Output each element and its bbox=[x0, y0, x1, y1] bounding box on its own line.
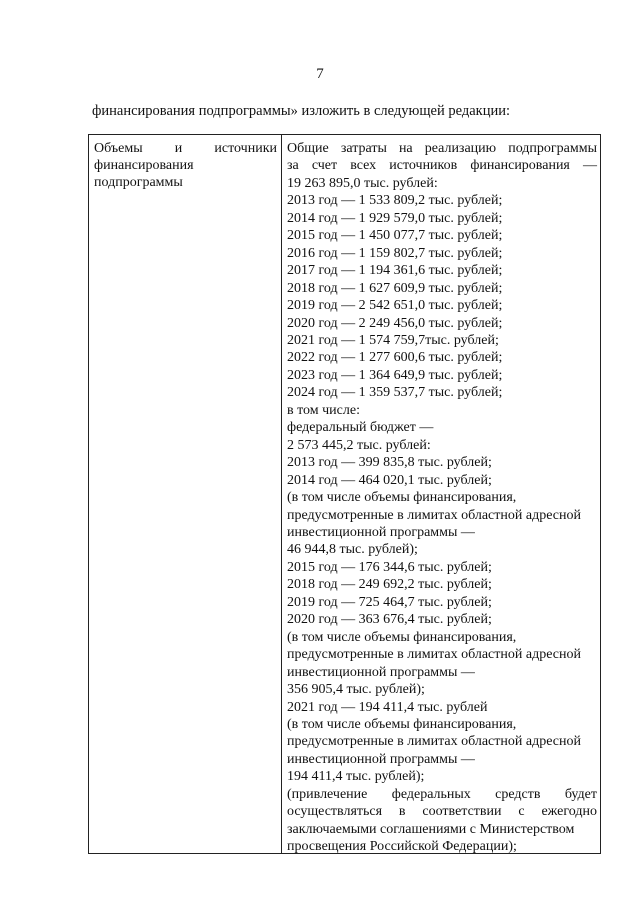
closing-line-4: просвещения Российской Федерации); bbox=[287, 839, 517, 855]
year-line: 2019 год — 2 542 651,0 тыс. рублей; bbox=[287, 298, 503, 314]
federal-year-line: 2013 год — 399 835,8 тыс. рублей; bbox=[287, 455, 492, 471]
closing-word: соответствии bbox=[422, 804, 502, 820]
federal-year-line: 2018 год — 249 692,2 тыс. рублей; bbox=[287, 577, 492, 593]
closing-word: будет bbox=[564, 786, 597, 802]
note-line: (в том числе объемы финансирования, bbox=[287, 629, 517, 645]
heading-word: финансирования bbox=[470, 158, 570, 174]
note-line: инвестиционной программы — bbox=[287, 664, 475, 680]
federal-year-line: 2015 год — 176 344,6 тыс. рублей; bbox=[287, 559, 492, 575]
heading-word: счет bbox=[311, 158, 338, 174]
intro-text: финансирования подпрограммы» изложить в следующей редакции: bbox=[92, 103, 511, 119]
closing-line-1 bbox=[287, 786, 597, 803]
heading-line-1 bbox=[287, 140, 597, 157]
year-line: 2016 год — 1 159 802,7 тыс. рублей; bbox=[287, 245, 503, 261]
left-word: и bbox=[174, 141, 183, 156]
heading-line-2 bbox=[287, 157, 597, 174]
left-cell-line-2: финансирования bbox=[94, 158, 194, 173]
closing-line-3: заключаемыми соглашениями с Министерством bbox=[287, 821, 575, 837]
year-line: 2017 год — 1 194 361,6 тыс. рублей; bbox=[287, 263, 503, 279]
heading-word: на bbox=[398, 141, 413, 156]
including-label: в том числе: bbox=[287, 402, 360, 418]
note-line: предусмотренные в лимитах областной адресной bbox=[287, 647, 581, 663]
note-line: 356 905,4 тыс. рублей); bbox=[287, 682, 425, 698]
note-line: (в том числе объемы финансирования, bbox=[287, 490, 517, 506]
year-line: 2014 год — 1 929 579,0 тыс. рублей; bbox=[287, 210, 503, 226]
year-line: 2018 год — 1 627 609,9 тыс. рублей; bbox=[287, 280, 503, 296]
note-line: 46 944,8 тыс. рублей); bbox=[287, 542, 418, 558]
note-line: 194 411,4 тыс. рублей); bbox=[287, 769, 425, 785]
left-word: Объемы bbox=[94, 141, 143, 156]
closing-word: осуществляться bbox=[287, 804, 383, 820]
left-cell-line-1 bbox=[94, 140, 277, 157]
year-line: 2023 год — 1 364 649,9 тыс. рублей; bbox=[287, 367, 503, 383]
note-line: (в том числе объемы финансирования, bbox=[287, 716, 517, 732]
closing-line-2 bbox=[287, 803, 597, 820]
federal-budget-total: 2 573 445,2 тыс. рублей: bbox=[287, 437, 431, 453]
heading-word: подпрограммы bbox=[508, 141, 597, 156]
page-number: 7 bbox=[316, 66, 324, 82]
note-line: инвестиционной программы — bbox=[287, 751, 475, 767]
federal-year-line: 2020 год — 363 676,4 тыс. рублей; bbox=[287, 612, 492, 628]
left-cell-line-3: подпрограммы bbox=[94, 175, 183, 190]
year-line: 2015 год — 1 450 077,7 тыс. рублей; bbox=[287, 228, 503, 244]
note-line: предусмотренные в лимитах областной адресной bbox=[287, 734, 581, 750]
heading-word: всех bbox=[350, 158, 377, 174]
note-line: предусмотренные в лимитах областной адресной bbox=[287, 507, 581, 523]
federal-budget-label: федеральный бюджет — bbox=[287, 420, 434, 436]
total-amount: 19 263 895,0 тыс. рублей: bbox=[287, 175, 438, 191]
closing-word: федеральных bbox=[391, 786, 471, 802]
heading-word: реализацию bbox=[424, 141, 497, 156]
heading-word: затраты bbox=[340, 141, 387, 156]
closing-word: средств bbox=[495, 786, 541, 802]
heading-word: Общие bbox=[287, 141, 329, 156]
year-line: 2013 год — 1 533 809,2 тыс. рублей; bbox=[287, 193, 503, 209]
federal-year-line: 2014 год — 464 020,1 тыс. рублей; bbox=[287, 472, 492, 488]
year-line: 2020 год — 2 249 456,0 тыс. рублей; bbox=[287, 315, 503, 331]
heading-word: источников bbox=[389, 158, 458, 174]
closing-word: с bbox=[518, 804, 525, 820]
closing-word: ежегодно bbox=[541, 804, 597, 820]
closing-word: в bbox=[398, 804, 406, 820]
column-divider bbox=[281, 135, 282, 853]
closing-word: (привлечение bbox=[287, 786, 368, 802]
note-line: инвестиционной программы — bbox=[287, 524, 475, 540]
right-cell-content bbox=[287, 140, 597, 856]
funding-table bbox=[88, 134, 601, 854]
year-line: 2022 год — 1 277 600,6 тыс. рублей; bbox=[287, 350, 503, 366]
federal-year-line: 2019 год — 725 464,7 тыс. рублей; bbox=[287, 594, 492, 610]
year-line: 2024 год — 1 359 537,7 тыс. рублей; bbox=[287, 385, 503, 401]
left-word: источники bbox=[214, 141, 277, 156]
left-cell-label bbox=[94, 140, 277, 191]
heading-word: за bbox=[287, 158, 299, 174]
federal-year-line: 2021 год — 194 411,4 тыс. рублей bbox=[287, 699, 488, 715]
year-line: 2021 год — 1 574 759,7тыс. рублей; bbox=[287, 332, 499, 348]
heading-word: — bbox=[582, 158, 597, 174]
